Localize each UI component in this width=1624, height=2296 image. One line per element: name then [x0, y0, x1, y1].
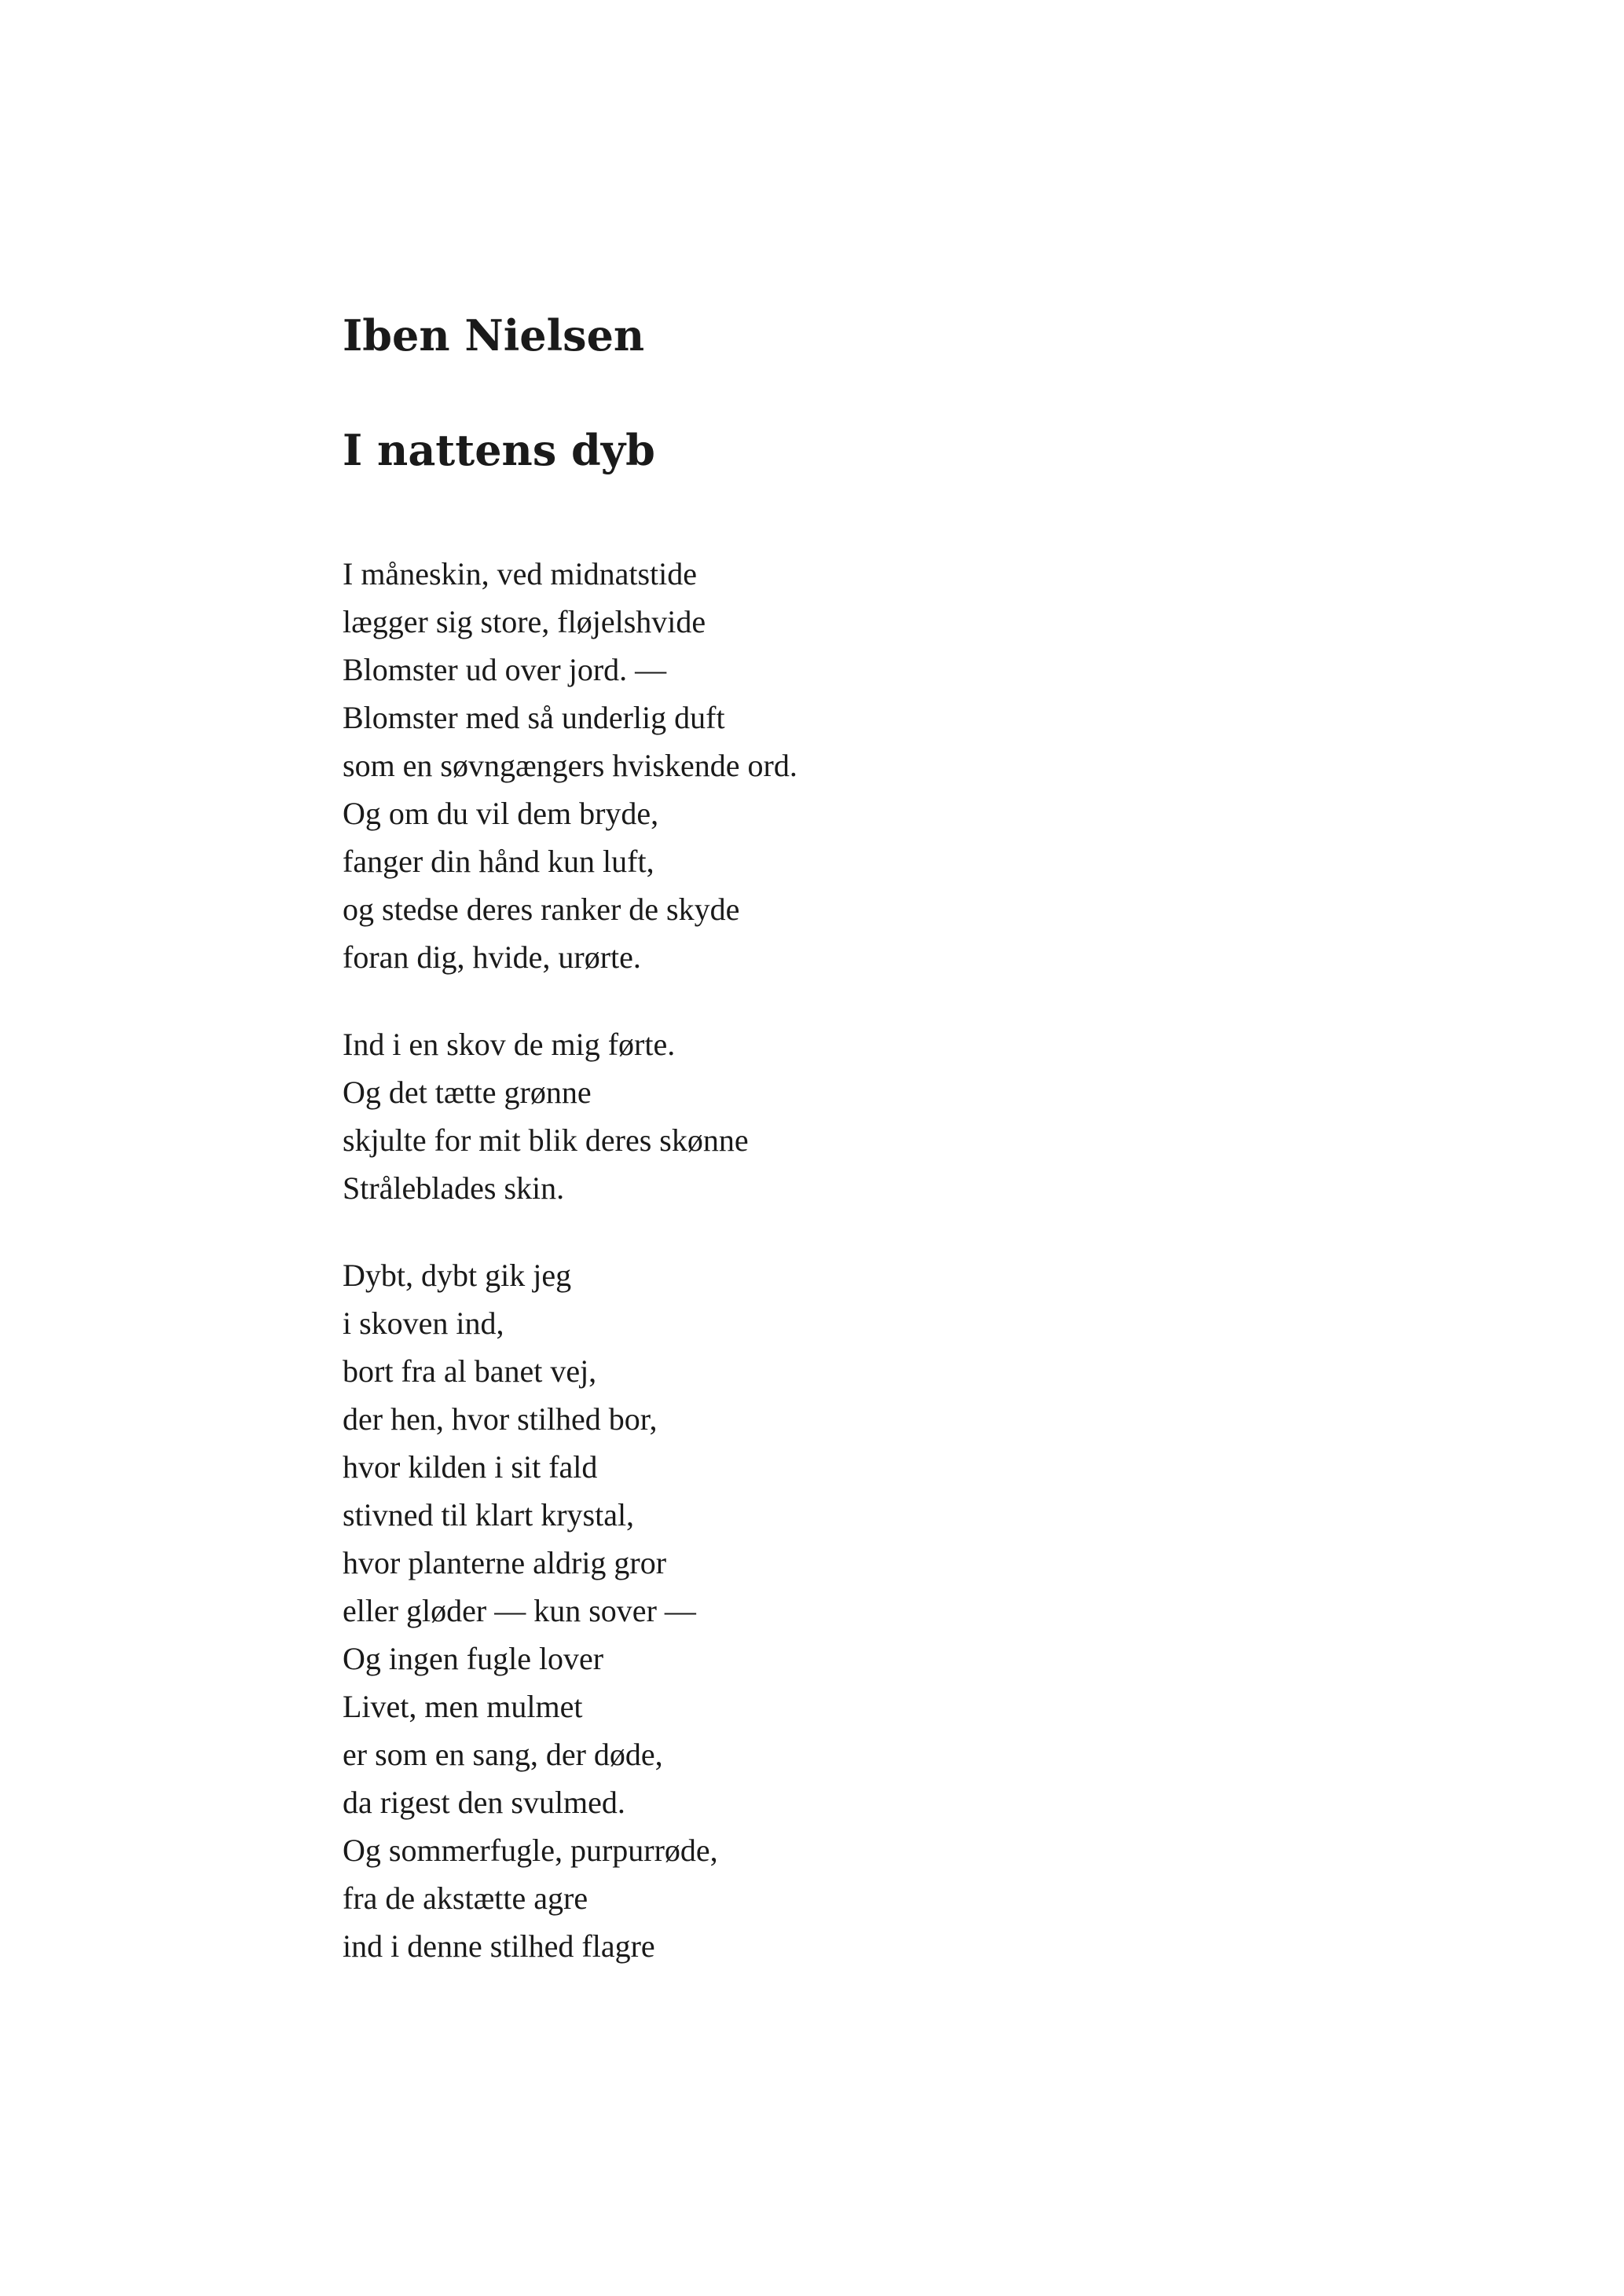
- poem-line: hvor kilden i sit fald: [343, 1449, 598, 1485]
- poem-line: da rigest den svulmed.: [343, 1785, 625, 1820]
- poem-line: eller gløder — kun sover —: [343, 1593, 696, 1628]
- poem-line: som en søvngængers hviskende ord.: [343, 748, 797, 783]
- poem-line: Blomster med så underlig duft: [343, 700, 725, 735]
- poem-body: [343, 550, 1364, 1970]
- author-heading: Iben Nielsen: [343, 310, 645, 361]
- poem-line: foran dig, hvide, urørte.: [343, 939, 641, 975]
- stanza-2: [343, 1020, 1364, 1212]
- poem-line: er som en sang, der døde,: [343, 1737, 663, 1772]
- poem-line: ind i denne stilhed flagre: [343, 1928, 655, 1964]
- poem-line: Stråleblades skin.: [343, 1170, 565, 1206]
- poem-line: I måneskin, ved midnatstide: [343, 556, 698, 591]
- poem-title: I nattens dyb: [343, 425, 655, 475]
- poem-page: [343, 310, 1364, 2009]
- poem-line: fanger din hånd kun luft,: [343, 844, 654, 879]
- poem-line: Ind i en skov de mig førte.: [343, 1027, 676, 1062]
- poem-line: Blomster ud over jord. —: [343, 652, 667, 687]
- poem-line: lægger sig store, fløjelshvide: [343, 604, 706, 639]
- poem-line: i skoven ind,: [343, 1305, 504, 1341]
- poem-line: der hen, hvor stilhed bor,: [343, 1401, 658, 1437]
- poem-line: Og om du vil dem bryde,: [343, 796, 659, 831]
- poem-line: skjulte for mit blik deres skønne: [343, 1122, 749, 1158]
- poem-line: stivned til klart krystal,: [343, 1497, 635, 1532]
- poem-line: fra de akstætte agre: [343, 1880, 588, 1916]
- poem-line: hvor planterne aldrig gror: [343, 1545, 667, 1580]
- poem-line: Og ingen fugle lover: [343, 1641, 604, 1676]
- poem-line: bort fra al banet vej,: [343, 1353, 597, 1389]
- poem-line: Livet, men mulmet: [343, 1689, 583, 1724]
- poem-line: Dybt, dybt gik jeg: [343, 1258, 572, 1293]
- stanza-3: [343, 1251, 1364, 1970]
- stanza-1: [343, 550, 1364, 981]
- poem-line: og stedse deres ranker de skyde: [343, 892, 740, 927]
- poem-line: Og sommerfugle, purpurrøde,: [343, 1833, 718, 1868]
- poem-line: Og det tætte grønne: [343, 1075, 592, 1110]
